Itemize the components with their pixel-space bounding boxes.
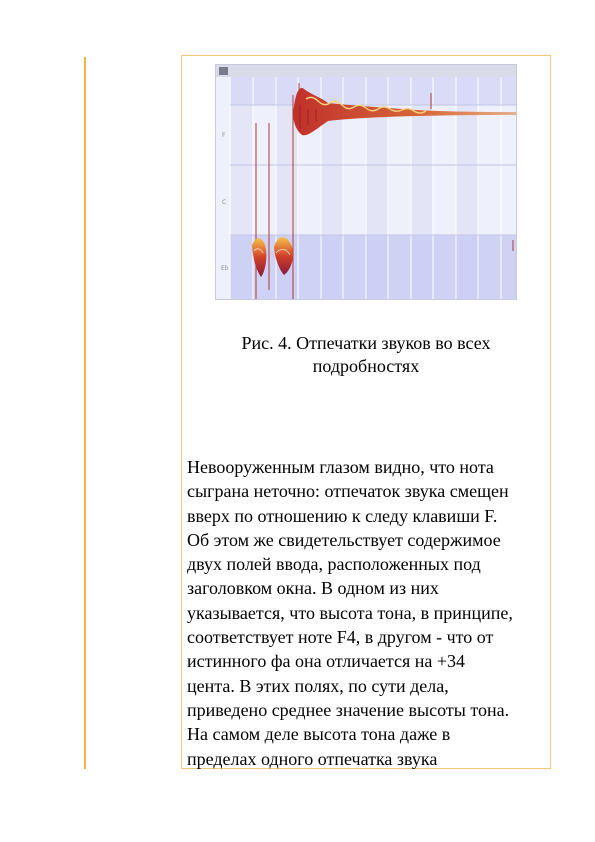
pitch-spectrogram-figure [215, 64, 517, 300]
paragraph-line: соответствует ноте F4, в другом - что от [187, 627, 494, 648]
paragraph-line: заголовком окна. В одном из них [187, 578, 439, 599]
body-paragraph [187, 455, 547, 771]
paragraph-line: истинного фа она отличается на +34 [187, 651, 466, 672]
spectrogram-svg [216, 65, 516, 299]
row-band-top [230, 77, 516, 105]
paragraph-line: Невооруженным глазом видно, что нота [187, 457, 494, 477]
note-label-f: F [222, 132, 226, 139]
paragraph-line: указывается, что высота тона, в принципе, [187, 602, 513, 623]
caption-line-2: подробностях [312, 356, 420, 376]
caption-line-1: Рис. 4. Отпечатки звуков во всех [241, 333, 491, 353]
paragraph-line: На самом деле высота тона даже в [187, 724, 451, 745]
ruler-icon [219, 67, 228, 75]
note-label-eb: Eb [221, 265, 229, 272]
paragraph-line: двух полей ввода, расположенных под [187, 554, 481, 575]
paragraph-line: приведено среднее значение высоты тона. [187, 699, 510, 720]
paragraph-line: Об этом же свидетельствует содержимое [187, 529, 501, 550]
left-margin-rule [84, 57, 86, 769]
paragraph-line: сыграна неточно: отпечаток звука смещен [187, 481, 509, 502]
paragraph-line: вверх по отношению к следу клавиши F. [187, 505, 498, 526]
ruler-strip [216, 65, 516, 77]
row-band-bottom [230, 235, 516, 299]
paragraph-line: пределах одного отпечатка звука [187, 748, 438, 769]
paragraph-line: цента. В этих полях, по сути дела, [187, 675, 449, 696]
note-label-c: C [222, 199, 227, 206]
figure-caption [181, 332, 551, 378]
